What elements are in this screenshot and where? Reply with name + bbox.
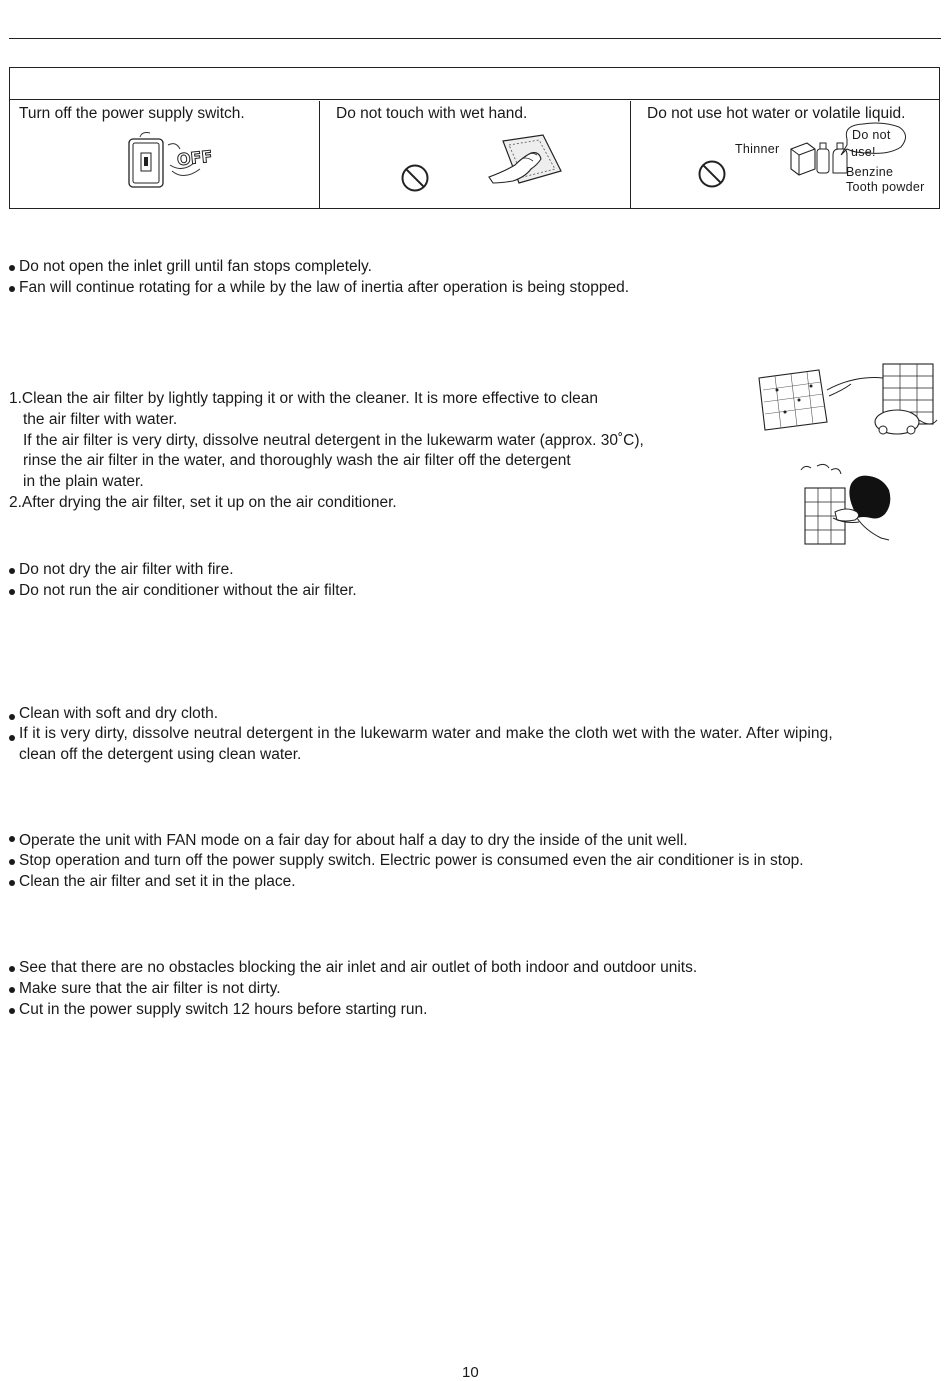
filter-washing-illustration — [795, 460, 895, 548]
stop-note-2: Stop operation and turn off the power supply switch. Electric power is consumed even the air conditioner is in stop. — [19, 852, 804, 869]
cloth-note-1: Clean with soft and dry cloth. — [19, 705, 219, 722]
precaution-chemicals-text: Do not use hot water or volatile liquid. — [647, 105, 906, 122]
bullet — [9, 735, 15, 741]
precaution-power-text: Turn off the power supply switch. — [19, 105, 245, 122]
page-number: 10 — [462, 1364, 479, 1381]
bullet — [9, 836, 15, 842]
bullet — [9, 987, 15, 993]
stop-note-1: Operate the unit with FAN mode on a fair day for about half a day to dry the inside of the unit well. — [19, 832, 688, 849]
bullet — [9, 568, 15, 574]
filter-cleaning-illustration — [755, 360, 941, 438]
wet-hand-icon — [485, 131, 575, 191]
bullet — [9, 859, 15, 865]
precaution-cell-power — [10, 101, 320, 209]
cloth-note-2-cont: clean off the detergent using clean water. — [19, 746, 302, 763]
precaution-wet-hand-text: Do not touch with wet hand. — [336, 105, 528, 122]
svg-text:OFF: OFF — [176, 146, 214, 170]
filter-step-1-cont: the air filter with water. — [23, 411, 178, 428]
stop-note-3: Clean the air filter and set it in the place. — [19, 873, 296, 890]
inlet-note-1: Do not open the inlet grill until fan stops completely. — [19, 258, 372, 275]
precaution-table — [9, 67, 940, 209]
prohibited-icon — [697, 159, 727, 189]
bullet — [9, 966, 15, 972]
inlet-note-2: Fan will continue rotating for a while by the law of inertia after operation is being stopped. — [19, 279, 630, 296]
filter-step-1-detail: If the air filter is very dirty, dissolve neutral detergent in the lukewarm water (approx. 30˚C), — [23, 432, 644, 449]
bullet — [9, 589, 15, 595]
bullet — [9, 880, 15, 886]
start-note-1: See that there are no obstacles blocking the air inlet and air outlet of both indoor and outdoor units. — [19, 959, 698, 976]
precaution-cell-wet-hand — [320, 101, 631, 209]
power-switch-off-icon — [120, 131, 230, 196]
start-note-2: Make sure that the air filter is not dirty. — [19, 980, 281, 997]
filter-note-2: Do not run the air conditioner without the air filter. — [19, 582, 357, 599]
start-note-3: Cut in the power supply switch 12 hours before starting run. — [19, 1001, 428, 1018]
filter-note-1: Do not dry the air filter with fire. — [19, 561, 234, 578]
label-tooth-powder: Tooth powder — [846, 180, 925, 194]
cloth-note-2: If it is very dirty, dissolve neutral detergent in the lukewarm water and make the cloth wet with the water. After wiping, — [19, 725, 833, 742]
bullet — [9, 1008, 15, 1014]
label-benzine: Benzine — [846, 165, 894, 179]
bullet — [9, 286, 15, 292]
label-use: use! — [851, 145, 876, 159]
bullet — [9, 265, 15, 271]
prohibited-icon — [400, 163, 430, 193]
label-do-not: Do not — [852, 128, 891, 142]
header-rule — [9, 38, 941, 39]
filter-step-1-detail-cont: rinse the air filter in the water, and thoroughly wash the air filter off the detergent — [23, 452, 571, 469]
precaution-table-header — [10, 68, 939, 100]
precaution-cell-chemicals — [631, 101, 941, 209]
label-thinner: Thinner — [735, 142, 780, 156]
filter-step-2: 2.After drying the air filter, set it up on the air conditioner. — [9, 494, 397, 511]
bullet — [9, 714, 15, 720]
filter-step-1: 1.Clean the air filter by lightly tapping it or with the cleaner. It is more effective to clean — [9, 390, 599, 407]
filter-step-1-detail-end: in the plain water. — [23, 473, 144, 490]
